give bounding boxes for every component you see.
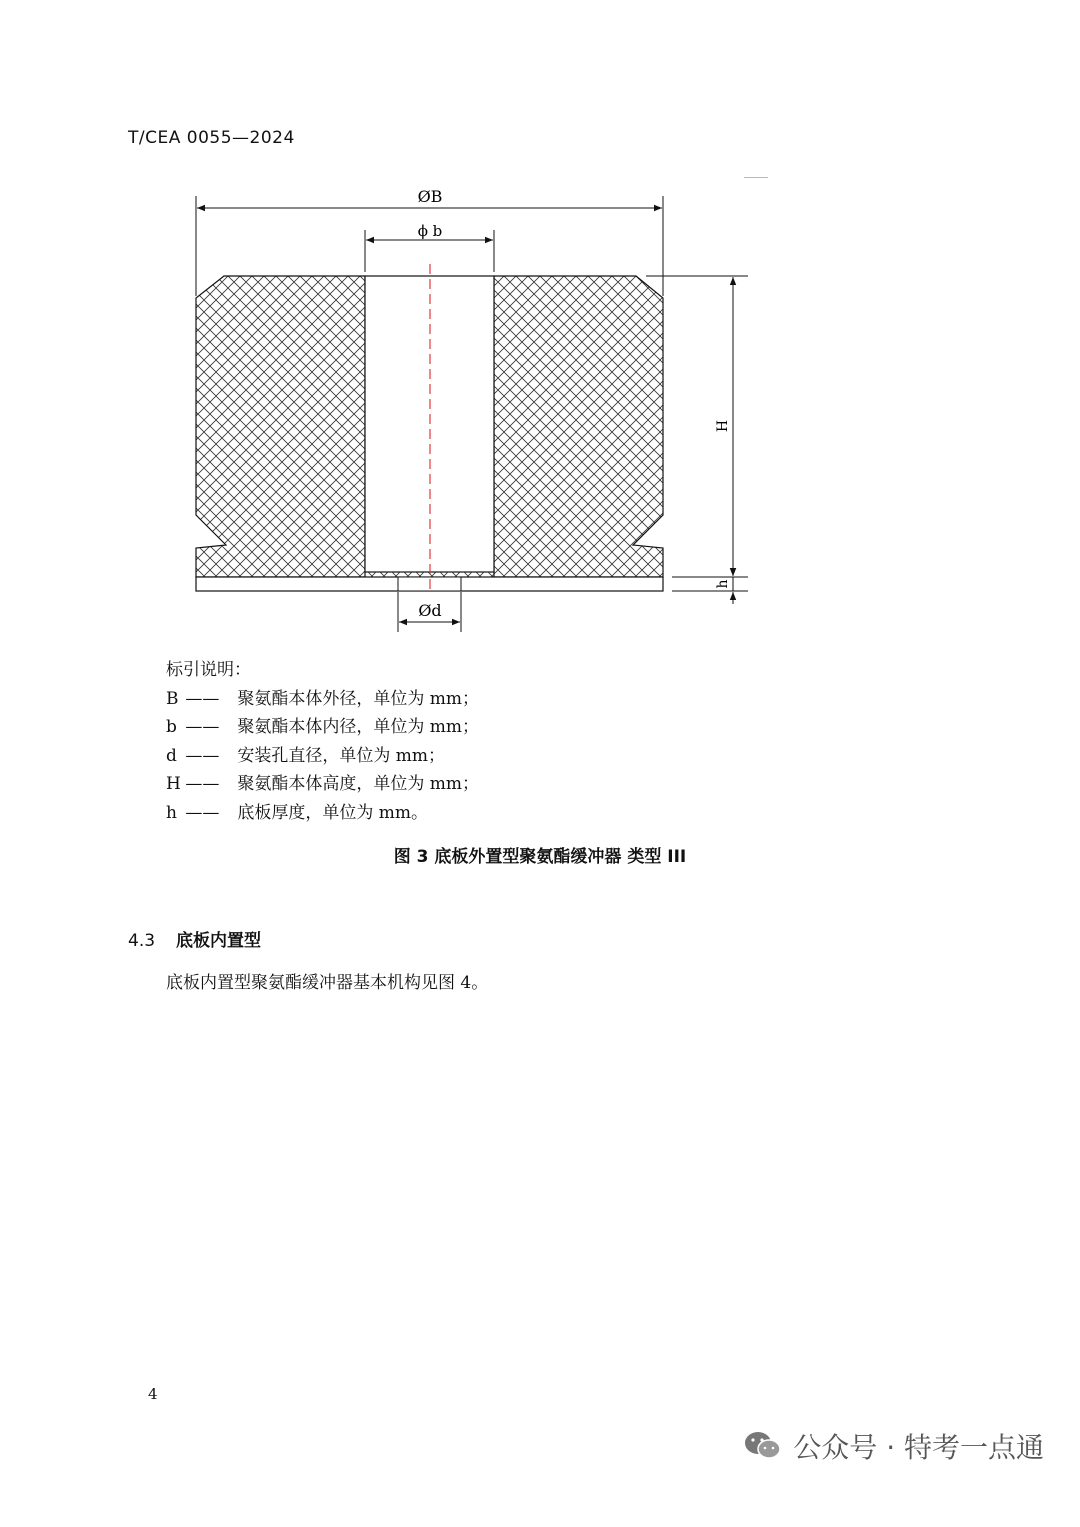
legend-item: b —— 聚氨酯本体内径，单位为 mm； [166, 717, 480, 737]
page-number: 4 [148, 1385, 158, 1403]
body-paragraph: 底板内置型聚氨酯缓冲器基本机构见图 4。 [166, 973, 489, 993]
legend-item: H —— 聚氨酯本体高度，单位为 mm； [166, 774, 480, 794]
section-number: 4.3 [128, 931, 156, 951]
dimension-B-label: ØB [417, 187, 443, 206]
section-heading [128, 926, 261, 951]
legend-item: B —— 聚氨酯本体外径，单位为 mm； [166, 688, 480, 709]
wechat-icon [743, 1429, 783, 1463]
watermark [743, 1426, 1044, 1466]
dimension-d-label: Ød [418, 601, 442, 620]
document-code: T/CEA 0055—2024 [128, 128, 295, 148]
technical-drawing [0, 0, 1080, 660]
legend-title: 标引说明： [166, 660, 251, 680]
body-right-section [494, 276, 663, 577]
figure-caption: 图 3 底板外置型聚氨酯缓冲器 类型 III [393, 847, 687, 867]
legend [166, 656, 479, 827]
dimension-H-label: H [715, 419, 731, 433]
dimension-b-label: ϕ b [417, 222, 443, 240]
section-title: 底板内置型 [176, 931, 261, 951]
legend-item: d —— 安装孔直径，单位为 mm； [166, 745, 446, 766]
dimension-h-label: h [715, 579, 731, 589]
body-left-section [196, 276, 365, 577]
watermark-text: 公众号 · 特考一点通 [793, 1431, 1044, 1464]
legend-item: h —— 底板厚度，单位为 mm。 [166, 802, 429, 823]
